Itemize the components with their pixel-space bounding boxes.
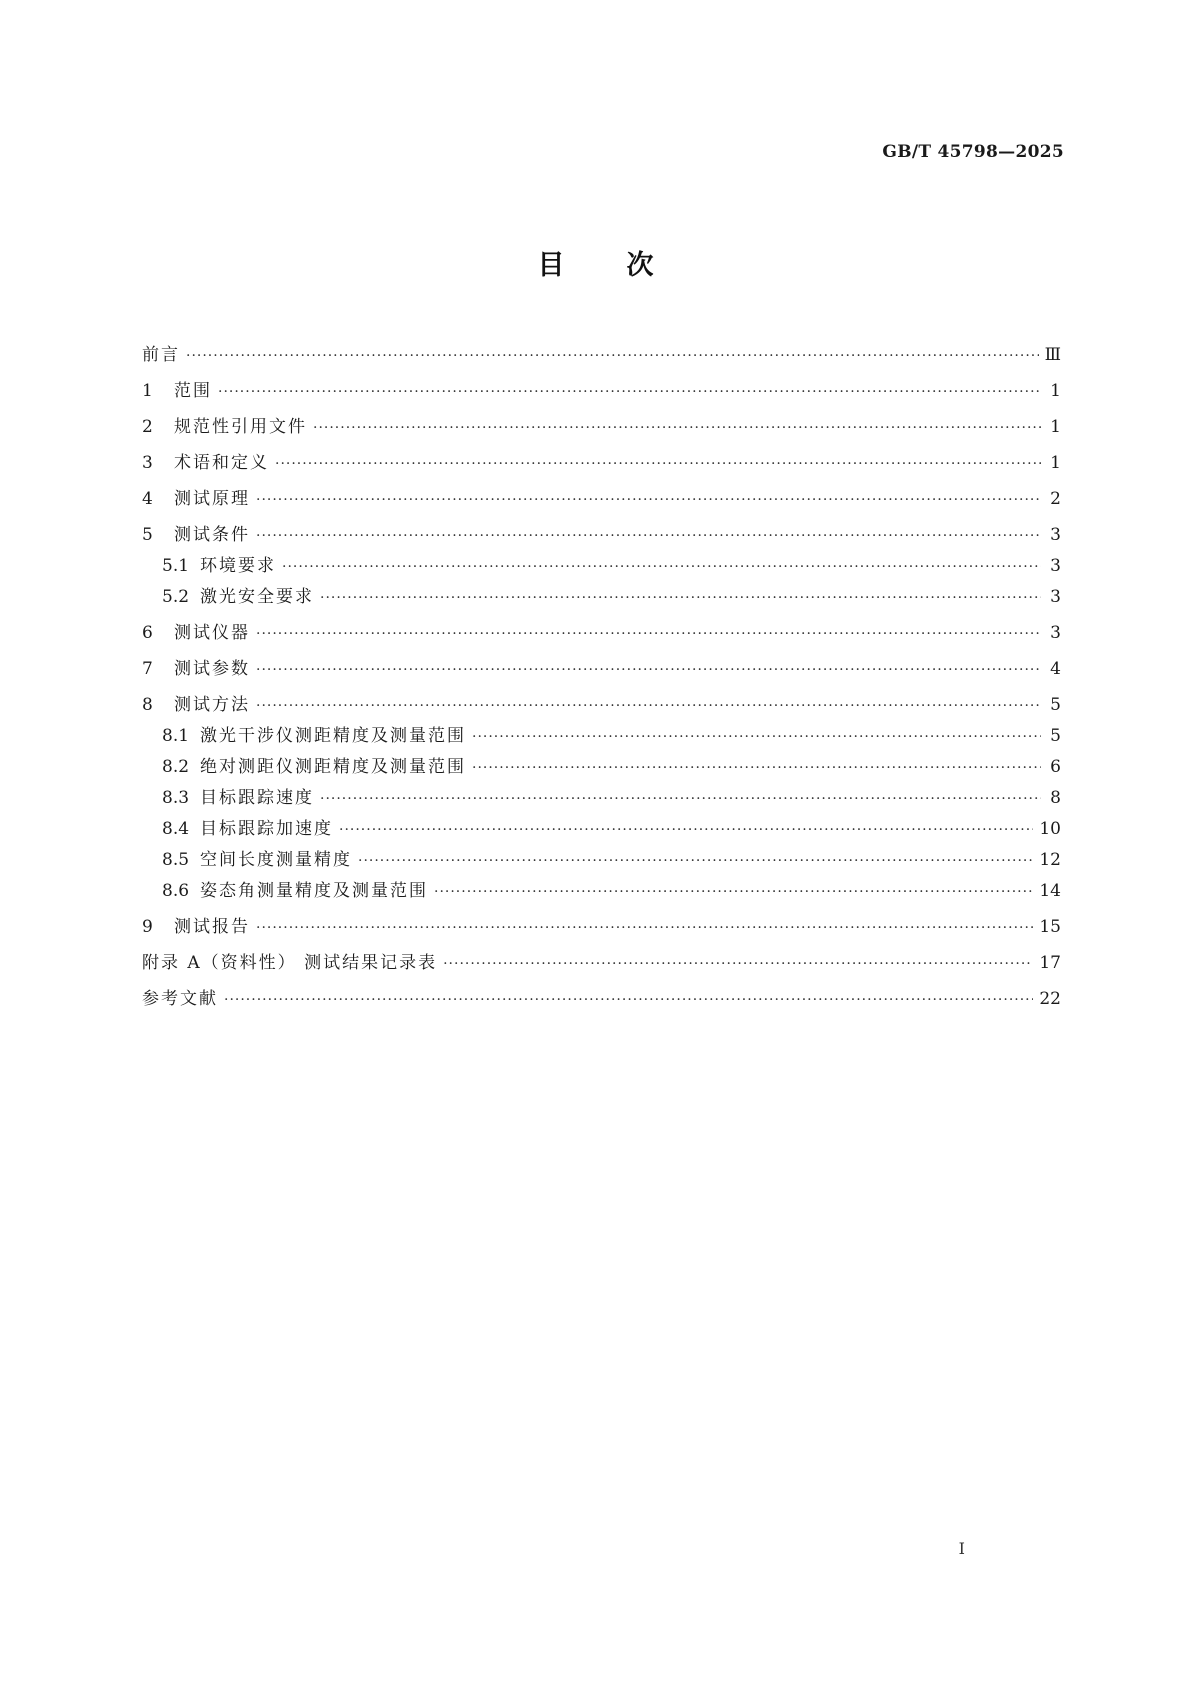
toc-leader-dots (186, 341, 1039, 371)
toc-entry-appendix-a[interactable] (142, 948, 1061, 978)
toc-entry-title: 术语和定义 (174, 453, 269, 473)
toc-entry-title: 参考文献 (142, 989, 218, 1009)
toc-entry-page: 6 (1050, 757, 1061, 777)
toc-entry-page: 5 (1050, 726, 1061, 746)
toc-entry-page: 22 (1039, 989, 1061, 1009)
toc-leader-dots (358, 846, 1033, 876)
toc-entry-title: 目标跟踪速度 (200, 788, 314, 808)
toc-entry-5-1[interactable] (142, 551, 1061, 581)
toc-entry-5[interactable] (142, 520, 1061, 550)
toc-entry-title: 空间长度测量精度 (200, 850, 352, 870)
toc-entry-number: 8 (142, 695, 153, 715)
toc-entry-page: 10 (1039, 819, 1061, 839)
toc-entry-number: 8.2 (162, 757, 190, 777)
toc-entry-6[interactable] (142, 618, 1061, 648)
toc-leader-dots (434, 877, 1033, 907)
toc-entry-title: 测试仪器 (174, 623, 250, 643)
toc-leader-dots (224, 985, 1033, 1015)
toc-leader-dots (218, 377, 1041, 407)
toc-entry-4[interactable] (142, 484, 1061, 514)
toc-entry-8-3[interactable] (142, 783, 1061, 813)
toc-entry-page: 12 (1039, 850, 1061, 870)
toc-entry-number: 3 (142, 453, 153, 473)
toc-entry-references[interactable] (142, 984, 1061, 1014)
toc-leader-dots (256, 619, 1041, 649)
toc-entry-number: 4 (142, 489, 153, 509)
toc-entry-number: 9 (142, 917, 153, 937)
toc-leader-dots (320, 583, 1041, 613)
toc-entry-title: 姿态角测量精度及测量范围 (200, 881, 428, 901)
toc-entry-page: 14 (1039, 881, 1061, 901)
toc-entry-1[interactable] (142, 376, 1061, 406)
standard-code: GB/T 45798—2025 (882, 142, 1064, 162)
toc-entry-title: 绝对测距仪测距精度及测量范围 (200, 757, 466, 777)
toc-leader-dots (472, 753, 1041, 783)
toc-entry-page: 5 (1050, 695, 1061, 715)
toc-entry-title: 激光安全要求 (200, 587, 314, 607)
toc-entry-9[interactable] (142, 912, 1061, 942)
toc-entry-title: 测试参数 (174, 659, 250, 679)
page-title: 目次 (537, 250, 716, 281)
toc-leader-dots (282, 552, 1041, 582)
toc-leader-dots (256, 913, 1033, 943)
toc-entry-title: 测试原理 (174, 489, 250, 509)
toc-entry-3[interactable] (142, 448, 1061, 478)
toc-leader-dots (320, 784, 1041, 814)
toc-entry-number: 8.5 (162, 850, 190, 870)
toc-entry-8-4[interactable] (142, 814, 1061, 844)
toc-entry-number: 5.1 (162, 556, 190, 576)
toc-entry-page: 1 (1050, 453, 1061, 473)
toc-entry-page: 2 (1050, 489, 1061, 509)
toc-entry-title: 环境要求 (200, 556, 276, 576)
toc-entry-8[interactable] (142, 690, 1061, 720)
toc-entry-number: 1 (142, 381, 153, 401)
toc-entry-8-6[interactable] (142, 876, 1061, 906)
toc-entry-8-5[interactable] (142, 845, 1061, 875)
toc-leader-dots (256, 691, 1041, 721)
toc-entry-number: 8.1 (162, 726, 190, 746)
toc-entry-page: 15 (1039, 917, 1061, 937)
toc-entry-page: 8 (1050, 788, 1061, 808)
toc-entry-number: 8.4 (162, 819, 190, 839)
toc-entry-title: 测试方法 (174, 695, 250, 715)
toc-entry-page: Ⅲ (1044, 345, 1061, 365)
toc-leader-dots (472, 722, 1041, 752)
toc-entry-foreword[interactable] (142, 340, 1061, 370)
toc-leader-dots (313, 413, 1041, 443)
toc-entry-title: 前言 (142, 345, 180, 365)
toc-entry-page: 3 (1050, 587, 1061, 607)
toc-entry-number: 2 (142, 417, 153, 437)
toc-entry-number: 8.6 (162, 881, 190, 901)
toc-leader-dots (275, 449, 1041, 479)
toc-entry-number: 7 (142, 659, 153, 679)
toc-leader-dots (256, 485, 1041, 515)
toc-leader-dots (443, 949, 1033, 979)
toc-entry-title: 范围 (174, 381, 212, 401)
toc-entry-7[interactable] (142, 654, 1061, 684)
toc-entry-title: 附录 A（资料性） 测试结果记录表 (142, 953, 438, 973)
toc-entry-title: 测试条件 (174, 525, 250, 545)
toc-entry-page: 3 (1050, 525, 1061, 545)
toc-entry-number: 6 (142, 623, 153, 643)
toc-entry-number: 5 (142, 525, 153, 545)
toc-entry-2[interactable] (142, 412, 1061, 442)
page-number: Ⅰ (958, 1539, 965, 1558)
toc-entry-5-2[interactable] (142, 582, 1061, 612)
toc-entry-page: 1 (1050, 417, 1061, 437)
toc-entry-title: 规范性引用文件 (174, 417, 307, 437)
toc-entry-title: 激光干涉仪测距精度及测量范围 (200, 726, 466, 746)
toc-entry-page: 1 (1050, 381, 1061, 401)
toc-entry-number: 8.3 (162, 788, 190, 808)
toc-entry-page: 4 (1050, 659, 1061, 679)
toc-entry-page: 3 (1050, 556, 1061, 576)
toc-leader-dots (256, 521, 1041, 551)
toc-leader-dots (339, 815, 1033, 845)
table-of-contents (142, 340, 1061, 1014)
toc-entry-title: 测试报告 (174, 917, 250, 937)
toc-entry-8-2[interactable] (142, 752, 1061, 782)
toc-entry-title: 目标跟踪加速度 (200, 819, 333, 839)
toc-leader-dots (256, 655, 1041, 685)
toc-entry-page: 3 (1050, 623, 1061, 643)
toc-entry-number: 5.2 (162, 587, 190, 607)
toc-entry-page: 17 (1039, 953, 1061, 973)
toc-entry-8-1[interactable] (142, 721, 1061, 751)
